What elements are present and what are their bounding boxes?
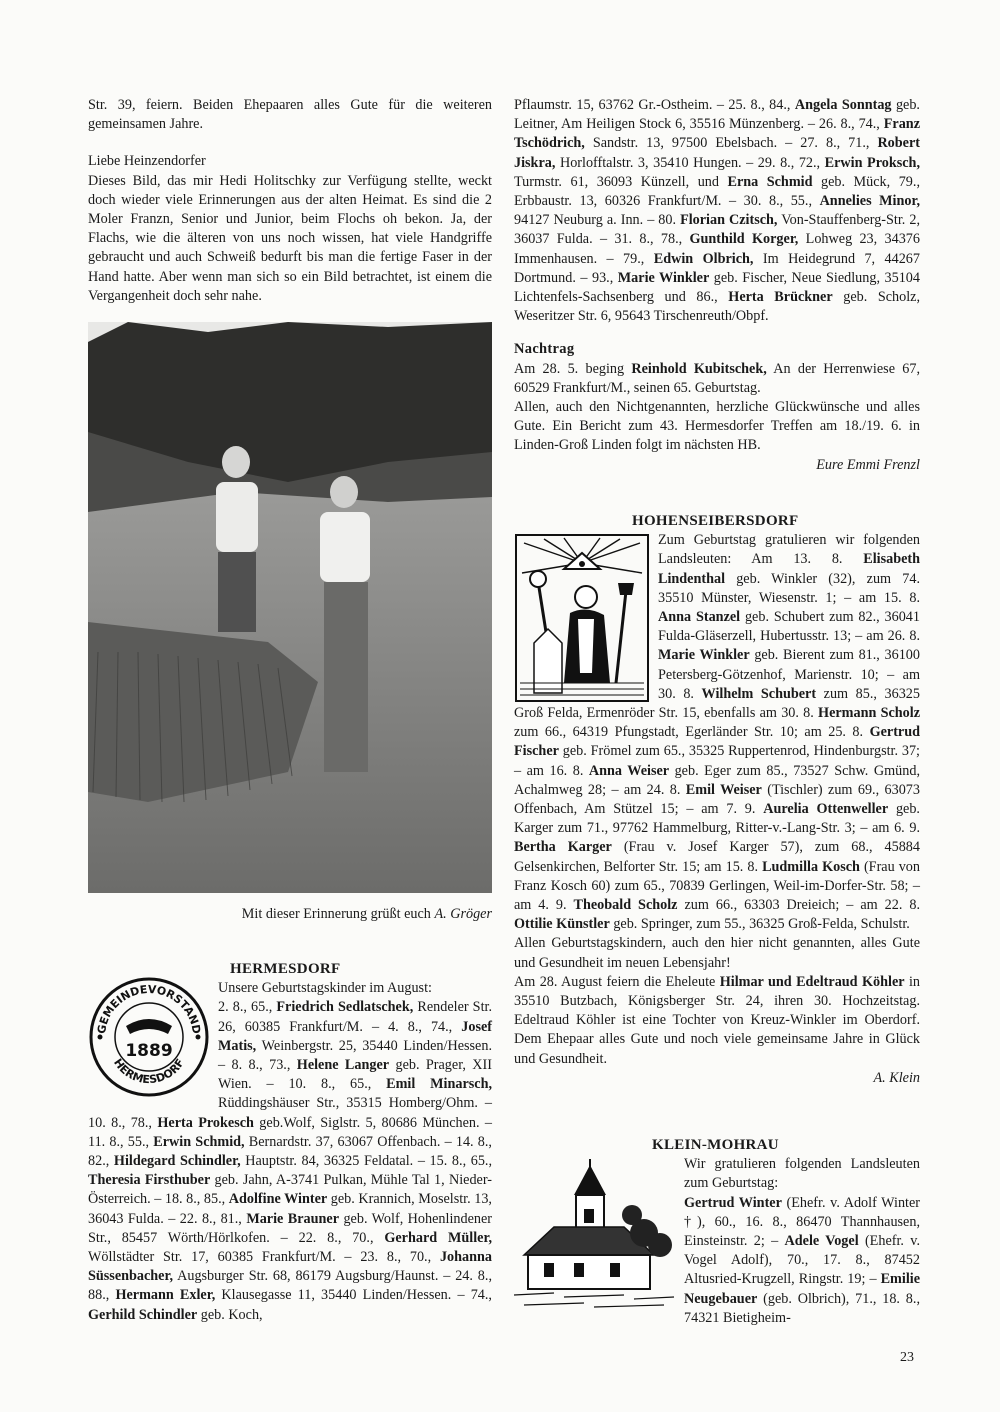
seal-bottom-text: HERMESDORF: [111, 1056, 187, 1087]
paragraph: Str. 39, feiern. Beiden Ehepaaren alles Gute für die weiteren gemeinsamen Jahre.: [88, 97, 492, 133]
right-column-top: [514, 96, 920, 475]
hermesdorf-section: [88, 960, 492, 1325]
hohenseibersdorf-list: Zum Geburtstag gratulieren wir folgenden Landsleuten: Am 13. 8. Elisabeth Lindenthal geb. Winkler (32), zum 74. 35510 Münster, Wiesenstr. 1; – am 15. 8. Anna Stanzel geb. Schubert zum 82., 36041 Fulda-Gläserzell, Hubertusstr. 13; – am 26. 8. Marie Winkler geb. Bierent zum 81., 36100 Petersberg-Götzenhof, Marienstr. 10; – am 30. 8. Wilhelm Schubert zum 85., 36325 Groß Felda, Ermenröder Str. 15, ebenfalls am 30. 8. Hermann Scholz zum 66., 64319 Pfungstadt, Egerländer Str. 10; am 25. 8. Gertrud Fischer geb. Frömel zum 65., 35325 Ruppertenrod, Hindenburgstr. 37; – am 16. 8. Anna Weiser geb. Eger zum 85., 73527 Schw. Gmünd, Achalmweg 28; – am 24. 8. Emil Weiser (Tischler) zum 69., 63073 Offenbach, Am Stützel 15; – am 7. 9. Aurelia Ottenweller geb. Karger zum 71., 97762 Hammelburg, Ritter-v.-Lang-Str. 3; – am 6. 9. Bertha Karger (Frau v. Josef Karger 57), zum 68., 45884 Gelsenkirchen, Belforter Str. 15; am 15. 8. Ludmilla Kosch (Frau von Franz Kosch 60) zum 65., 70839 Gerlingen, Weil-im-Dorfer-Str. 58; – am 4. 9. Theobald Scholz zum 66., 63303 Dreieich; – am 22. 8. Ottilie Künstler geb. Springer, zum 55., 36325 Groß-Felda, Schulstr.: [514, 532, 920, 933]
village-church-icon: [514, 1155, 676, 1315]
hermesdorf-list-continued: Pflaumstr. 15, 63762 Gr.-Ostheim. – 25. 8., 84., Angela Sonntag geb. Leitner, Am Heiligen Stock 6, 35516 Münzenberg. – 26. 8., 74., Franz Tschödrich, Sandstr. 13, 97500 Ebelsbach. – 27. 8., 71., Robert Jiskra, Horlofftalstr. 3, 35410 Hungen. – 29. 8., 72., Erwin Proksch, Turmstr. 61, 36093 Künzell, und Erna Schmid geb. Mück, 79., Erbbaustr. 13, 60326 Frankfurt/M. – 30. 8., 55., Annelies Minor, 94127 Neuburg a. Inn. – 80. Florian Czitsch, Von-Stauffenberg-Str. 2, 36037 Fulda. – 31. 8., 78., Gunthild Korger, Lohweg 23, 34376 Immenhausen. – 79., Edwin Olbrich, Im Heidegrund 7, 44267 Dortmund. – 93., Marie Winkler geb. Fischer, Neue Siedlung, 35104 Lichtenfels-Sachsenberg und 86., Herta Brückner geb. Scholz, Weseritzer Str. 6, 95643 Tirschenreuth/Obpf.: [514, 97, 921, 325]
klein-mohrau-section: [514, 1136, 920, 1328]
hohenseibersdorf-heading: HOHENSEIBERSDORF: [632, 513, 799, 529]
woodcut-saint-icon: [514, 533, 650, 703]
paragraph: Dieses Bild, das mir Hedi Holitschky zur Verfügung stellte, weckt doch wieder viele Erinnerungen aus der alten Heimat. Es sind die 2 Moler Franzn, Senior und Junior, beim Flochs oh bekon. Ja, der Flachs, wie die älteren von uns noch wissen, hat viele Handgriffe gebraucht und auch Schweiß bedurft bis man die fertige Faser in der Hand hatte. Aber wenn man sich so ein Bild betrachtet, ist einem die Vergangenheit doch sehr nahe.: [88, 172, 492, 304]
hohenseibersdorf-signature: A. Klein: [873, 1069, 920, 1086]
page-number: 23: [900, 1350, 914, 1365]
photo-caption: [88, 906, 492, 923]
hermesdorf-seal-icon: [88, 976, 210, 1098]
klein-mohrau-list: Wir gratulieren folgenden Landsleuten zum Geburtstag: Gertrud Winter (Ehefr. v. Adolf Winter †), 60., 16. 8., 86470 Thannhausen, Einsteinstr. 2; – Adele Vogel (Ehefr. v. Vogel Adolf), 70., 17. 8., 87452 Altusried-Krugzell, Ringstr. 19; – Emilie Neugebauer (geb. Olbrich), 71., 18. 8., 74321 Bietigheim-: [684, 1156, 920, 1326]
hermesdorf-list: Unsere Geburtstagskinder im August: 2. 8., 65., Friedrich Sedlatschek, Rendeler Str. 26, 60385 Frankfurt/M. – 4. 8., 74., Josef Matis, Weinbergstr. 25, 35440 Linden/Hessen. – 8. 8., 73., Helene Langer geb. Prager, XII Wien. – 10. 8., 65., Emil Minarsch, Rüddingshäuser Str., 35315 Homberg/Ohm. – 10. 8., 78., Herta Prokesch geb.Wolf, Siglstr. 5, 80686 München. – 11. 8., 55., Erwin Schmid, Bernardstr. 37, 63067 Offenbach. – 14. 8., 82., Hildegard Schindler, Hauptstr. 84, 36325 Feldatal. – 15. 8., 65., Theresia Firsthuber geb. Jahn, A-3741 Pulkan, Mühle Tal 1, Nieder-Österreich. – 18. 8., 85., Adolfine Winter geb. Krannich, Moselstr. 13, 36043 Fulda. – 22. 8., 81., Marie Brauner geb. Wolf, Hohenlindener Str., 85457 Wörth/Hörlkofen. – 22. 8., 70., Gerhard Müller, Wöllstädter Str. 17, 60385 Frankfurt/M. – 23. 8., 70., Johanna Süssenbacher, Augsburger Str. 68, 86179 Augsburg/Haunst. – 24. 8., 88., Hermann Exler, Klausegasse 11, 35440 Linden/Hessen. – 74., Gerhild Schindler geb. Koch,: [88, 980, 493, 1323]
caption-text: Mit dieser Erinnerung grüßt euch: [241, 906, 435, 922]
flax-harvest-photo: [88, 322, 492, 893]
caption-author: A. Gröger: [434, 906, 492, 922]
nachtrag-paragraph: Am 28. 5. beging Reinhold Kubitschek, An der Herrenwiese 67, 60529 Frankfurt/M., seinen 65. Geburtstag.: [514, 360, 920, 396]
greeting: Liebe Heinzendorfer: [88, 153, 206, 170]
left-column-top: [88, 96, 492, 306]
nachtrag-signature: Eure Emmi Frenzl: [816, 456, 920, 473]
hermesdorf-heading: HERMESDORF: [230, 961, 341, 977]
anniversary-paragraph: Am 28. August feiern die Eheleute Hilmar und Edeltraud Köhler in 35510 Butzbach, Königsberger Str. 24, ihren 30. Hochzeitstag. Edeltraud Köhler ist eine Tochter von Kreuz-Winkler im Oberdorf. Dem Ehepaar alles Gute und noch viele gemeinsame Jahre in Glück und Gesundheit.: [514, 973, 920, 1067]
klein-mohrau-heading: KLEIN-MOHRAU: [652, 1137, 779, 1153]
seal-year: 1889: [125, 1041, 173, 1061]
nachtrag-heading: Nachtrag: [514, 341, 575, 358]
seal-top-text: GEMEINDEVORSTAND: [94, 982, 204, 1035]
hohenseibersdorf-section: [514, 512, 920, 1088]
nachtrag-paragraph-2: Allen, auch den Nichtgenannten, herzliche Glückwünsche und alles Gute. Ein Bericht zum 43. Hermesdorfer Treffen am 18./19. 6. in Linden-Groß Linden folgt im nächsten HB.: [514, 399, 920, 454]
photo-illustration: [88, 322, 492, 893]
paragraph: Allen Geburtstagskindern, auch den hier nicht genannten, alles Gute und Gesundheit im neuen Lebensjahr!: [514, 935, 920, 971]
